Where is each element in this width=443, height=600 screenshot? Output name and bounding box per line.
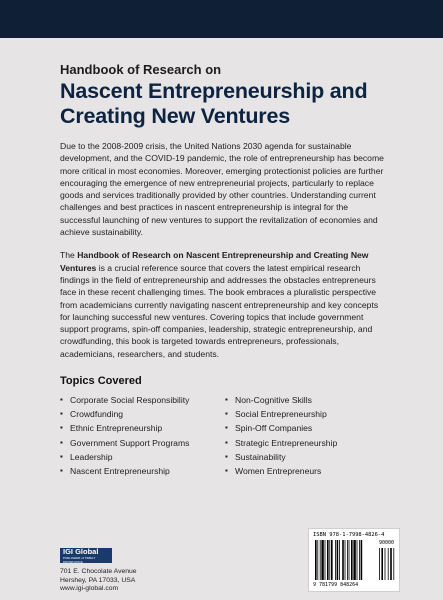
description-paragraph-1: Due to the 2008-2009 crisis, the United Nations 2030 agenda for sustainable development, and the COVID-19 pandemic, the role of entrepreneurship has become more critical in most economies. Moreover, emerging protectionist policies are further encouraging the emergence of new entrepreneurial projects, particularly to replace goods and services traditionally provided by other countries. Understanding current challenges and best practices in nascent entrepreneurship is integral for the successful launching of new ventures to support the revitalization of economies and achieve sustainability. <box>60 141 384 238</box>
topic-item: ▪ Spin-Off Companies <box>225 421 390 435</box>
topic-item: ▪ Women Entrepreneurs <box>225 464 390 478</box>
bullet-icon: ▪ <box>60 451 63 461</box>
bullet-icon: ▪ <box>60 395 63 405</box>
bullet-icon: ▪ <box>60 466 63 476</box>
bullet-icon: ▪ <box>60 437 63 447</box>
topic-item: ▪ Government Support Programs <box>60 436 225 450</box>
barcode-price-code: 90000 <box>379 540 395 546</box>
description-paragraph-2 <box>60 249 390 360</box>
topic-item: ▪ Sustainability <box>225 450 390 464</box>
bullet-icon: ▪ <box>225 451 228 461</box>
paragraph-2-book-name: Handbook of Research on Nascent Entrepreneurship and Creating New Ventures <box>60 250 369 273</box>
bullet-icon: ▪ <box>60 423 63 433</box>
topic-item: ▪ Corporate Social Responsibility <box>60 393 225 407</box>
topic-item: ▪ Ethnic Entrepreneurship <box>60 421 225 435</box>
paragraph-2-prefix: The <box>60 250 78 261</box>
topics-column-right <box>225 393 390 478</box>
address-street: 701 E. Chocolate Avenue <box>60 568 137 575</box>
publisher-website: www.igi-global.com <box>60 585 119 593</box>
publisher-logo <box>60 548 112 563</box>
topics-column-left <box>60 393 225 478</box>
bullet-icon: ▪ <box>225 409 228 419</box>
book-subtitle: Handbook of Research on <box>60 62 222 77</box>
topic-item: ▪ Strategic Entrepreneurship <box>225 436 390 450</box>
back-cover-content <box>60 62 390 478</box>
bullet-icon: ▪ <box>225 423 228 433</box>
book-title-line-2: Creating New Ventures <box>60 104 290 128</box>
topic-item: ▪ Leadership <box>60 450 225 464</box>
topics-heading: Topics Covered <box>60 375 142 388</box>
address-city: Hershey, PA 17033, USA <box>60 576 136 584</box>
bullet-icon: ▪ <box>225 395 228 405</box>
publisher-logo-text: IGI Global <box>63 546 99 556</box>
publisher-logo-tagline: PUBLISHER of TIMELY KNOWLEDGE <box>63 555 96 564</box>
isbn-barcode <box>308 528 400 592</box>
bullet-icon: ▪ <box>225 466 228 476</box>
publisher-address <box>60 568 137 594</box>
topic-item: ▪ Crowdfunding <box>60 407 225 421</box>
topic-item: ▪ Social Entrepreneurship <box>225 407 390 421</box>
barcode-number: 9 781799 848264 <box>313 582 359 588</box>
top-color-band <box>0 0 443 38</box>
topic-item: ▪ Non-Cognitive Skills <box>225 393 390 407</box>
isbn-text: ISBN 978-1-7998-4826-4 <box>313 532 385 538</box>
topic-item: ▪ Nascent Entrepreneurship <box>60 464 225 478</box>
bullet-icon: ▪ <box>225 437 228 447</box>
bullet-icon: ▪ <box>60 409 63 419</box>
topics-list <box>60 393 390 478</box>
book-title <box>60 79 390 129</box>
paragraph-2-body: is a crucial reference source that covers the latest empirical research findings in the field of entrepreneurship and addresses the obstacles entrepreneurs face in these recent challenging times. The book embraces a pluralistic perspective from academicians currently navigating nascent entrepreneurship and key concepts for launching successful new ventures. Covering topics that include government support programs, spin-off companies, leadership, strategic entrepreneurship, and crowdfunding, this book is targeted towards entrepreneurs, professionals, academicians, researchers, and students. <box>60 262 379 359</box>
book-title-line-1: Nascent Entrepreneurship and <box>60 79 368 103</box>
